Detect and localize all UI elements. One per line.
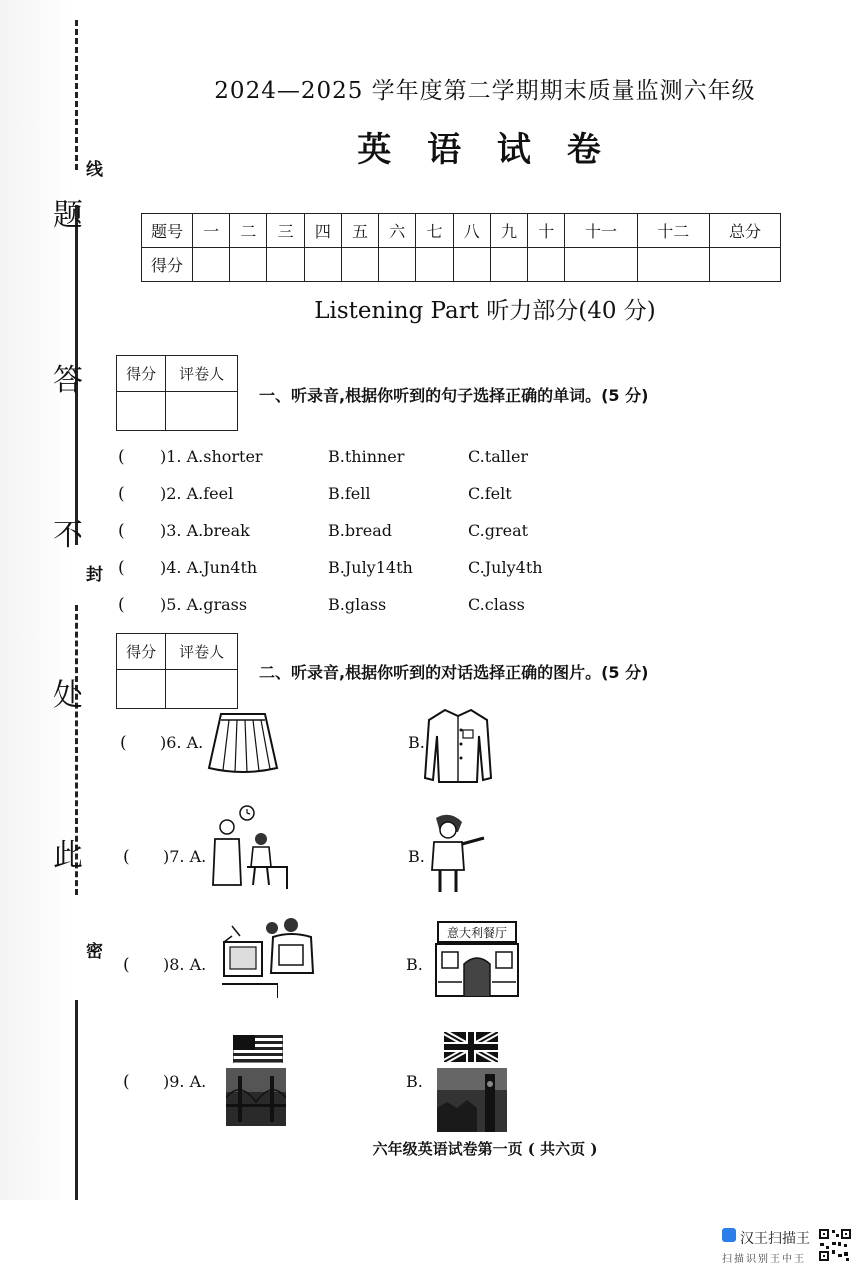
grader-score-cell[interactable] (117, 670, 166, 709)
q6-option-a: )6. A. (160, 733, 204, 752)
grader-score-cell[interactable] (117, 392, 166, 431)
score-cell[interactable] (637, 248, 709, 282)
answer-blank[interactable]: ( (123, 955, 130, 975)
score-col: 十一 (565, 214, 637, 248)
score-col-total: 总分 (710, 214, 781, 248)
restaurant-sign: 意大利餐厅 (446, 926, 508, 940)
score-cell[interactable] (528, 248, 565, 282)
score-cell[interactable] (304, 248, 341, 282)
golden-gate-bridge-image (226, 1068, 286, 1126)
answer-blank[interactable]: ( (118, 595, 125, 615)
q7-option-a: )7. A. (163, 847, 207, 866)
score-col: 十 (528, 214, 565, 248)
q2-option-a: )2. A.feel (160, 484, 234, 503)
q5-option-c: C.class (468, 595, 525, 614)
scanner-slogan: 扫描识别王中王 (722, 1254, 806, 1265)
q3-row (118, 521, 125, 541)
answer-blank[interactable]: ( (123, 1072, 130, 1092)
q9-row (123, 1072, 130, 1092)
binding-label-line: 线 (82, 160, 102, 177)
q7-option-b: B. (408, 847, 425, 866)
boy-waving-image (428, 812, 488, 896)
score-cell[interactable] (230, 248, 267, 282)
score-cell[interactable] (193, 248, 230, 282)
score-col: 七 (416, 214, 453, 248)
skirt-image (207, 710, 279, 776)
answer-blank[interactable]: ( (118, 558, 125, 578)
q8-row (123, 955, 130, 975)
q2-option-b: B.fell (328, 484, 371, 503)
q6-row (120, 733, 127, 753)
q7-row (123, 847, 130, 867)
answer-blank[interactable]: ( (118, 521, 125, 541)
score-col: 一 (193, 214, 230, 248)
grader-score-label: 得分 (117, 356, 166, 392)
margin-char-5: 此 (53, 838, 83, 873)
score-cell[interactable] (710, 248, 781, 282)
q2-row (118, 484, 125, 504)
answer-blank[interactable]: ( (118, 447, 125, 467)
score-row-label: 得分 (142, 248, 193, 282)
score-col: 九 (490, 214, 527, 248)
usa-flag-icon (233, 1035, 283, 1063)
q1-option-b: B.thinner (328, 447, 405, 466)
q9-option-a: )9. A. (163, 1072, 207, 1091)
q5-row (118, 595, 125, 615)
grader-name-cell[interactable] (166, 392, 238, 431)
q1-row (118, 447, 125, 467)
score-table-score-row (142, 248, 781, 282)
section1-title: 一、听录音,根据你听到的句子选择正确的单词。(5 分) (259, 386, 649, 405)
section2-title: 二、听录音,根据你听到的对话选择正确的图片。(5 分) (259, 663, 649, 682)
score-cell[interactable] (267, 248, 304, 282)
q4-option-a: )4. A.Jun4th (160, 558, 258, 577)
score-col: 四 (304, 214, 341, 248)
q5-option-b: B.glass (328, 595, 387, 614)
grader-name-label: 评卷人 (166, 634, 238, 670)
page-footer: 六年级英语试卷第一页 ( 共六页 ) (372, 1140, 598, 1158)
score-cell[interactable] (416, 248, 453, 282)
answer-blank[interactable]: ( (120, 733, 127, 753)
q3-option-b: B.bread (328, 521, 392, 540)
q3-option-a: )3. A.break (160, 521, 250, 540)
binding-dash-line-3 (75, 1130, 78, 1200)
q5-option-a: )5. A.grass (160, 595, 248, 614)
margin-char-3: 不 (53, 518, 83, 553)
scanner-brand: 汉王扫描王 (740, 1231, 810, 1247)
score-col: 十二 (637, 214, 709, 248)
answer-blank[interactable]: ( (123, 847, 130, 867)
score-table-label: 题号 (142, 214, 193, 248)
score-cell[interactable] (565, 248, 637, 282)
exam-title: 2024—2025 学年度第二学期期末质量监测六年级 (214, 78, 756, 104)
grader-box-1 (116, 355, 238, 431)
binding-label-secret: 密 (82, 942, 102, 959)
binding-dash-line-1 (75, 20, 78, 170)
margin-char-4: 处 (53, 678, 83, 713)
margin-char-1: 题 (53, 198, 83, 233)
grader-name-cell[interactable] (166, 670, 238, 709)
uk-flag-icon (444, 1032, 498, 1062)
score-cell[interactable] (453, 248, 490, 282)
score-col: 二 (230, 214, 267, 248)
q4-row (118, 558, 125, 578)
listening-part-title: Listening Part 听力部分(40 分) (314, 298, 656, 324)
score-table (141, 213, 781, 282)
exam-subject: 英 语 试 卷 (357, 130, 613, 170)
italian-restaurant-image (432, 920, 522, 998)
score-col: 三 (267, 214, 304, 248)
q4-option-c: C.July4th (468, 558, 543, 577)
q6-option-b: B. (408, 733, 425, 752)
grader-box-2 (116, 633, 238, 709)
score-col: 八 (453, 214, 490, 248)
qr-code-icon (818, 1228, 852, 1262)
score-table-header-row (142, 214, 781, 248)
binding-margin (0, 0, 70, 1200)
q1-option-c: C.taller (468, 447, 529, 466)
grader-name-label: 评卷人 (166, 356, 238, 392)
grader-score-label: 得分 (117, 634, 166, 670)
big-ben-image (437, 1068, 507, 1132)
q3-option-c: C.great (468, 521, 529, 540)
score-col: 六 (379, 214, 416, 248)
q8-option-b: B. (406, 955, 423, 974)
doctor-patient-image (207, 805, 292, 890)
binding-label-seal: 封 (82, 565, 102, 582)
q8-option-a: )8. A. (163, 955, 207, 974)
q9-option-b: B. (406, 1072, 423, 1091)
q1-option-a: )1. A.shorter (160, 447, 263, 466)
person-in-armchair-image (267, 915, 317, 981)
shirt-image (423, 706, 493, 784)
q2-option-c: C.felt (468, 484, 512, 503)
score-cell[interactable] (379, 248, 416, 282)
score-cell[interactable] (341, 248, 378, 282)
score-cell[interactable] (490, 248, 527, 282)
score-col: 五 (341, 214, 378, 248)
q4-option-b: B.July14th (328, 558, 413, 577)
scanner-logo-icon (722, 1228, 736, 1242)
margin-char-2: 答 (53, 363, 83, 398)
answer-blank[interactable]: ( (118, 484, 125, 504)
